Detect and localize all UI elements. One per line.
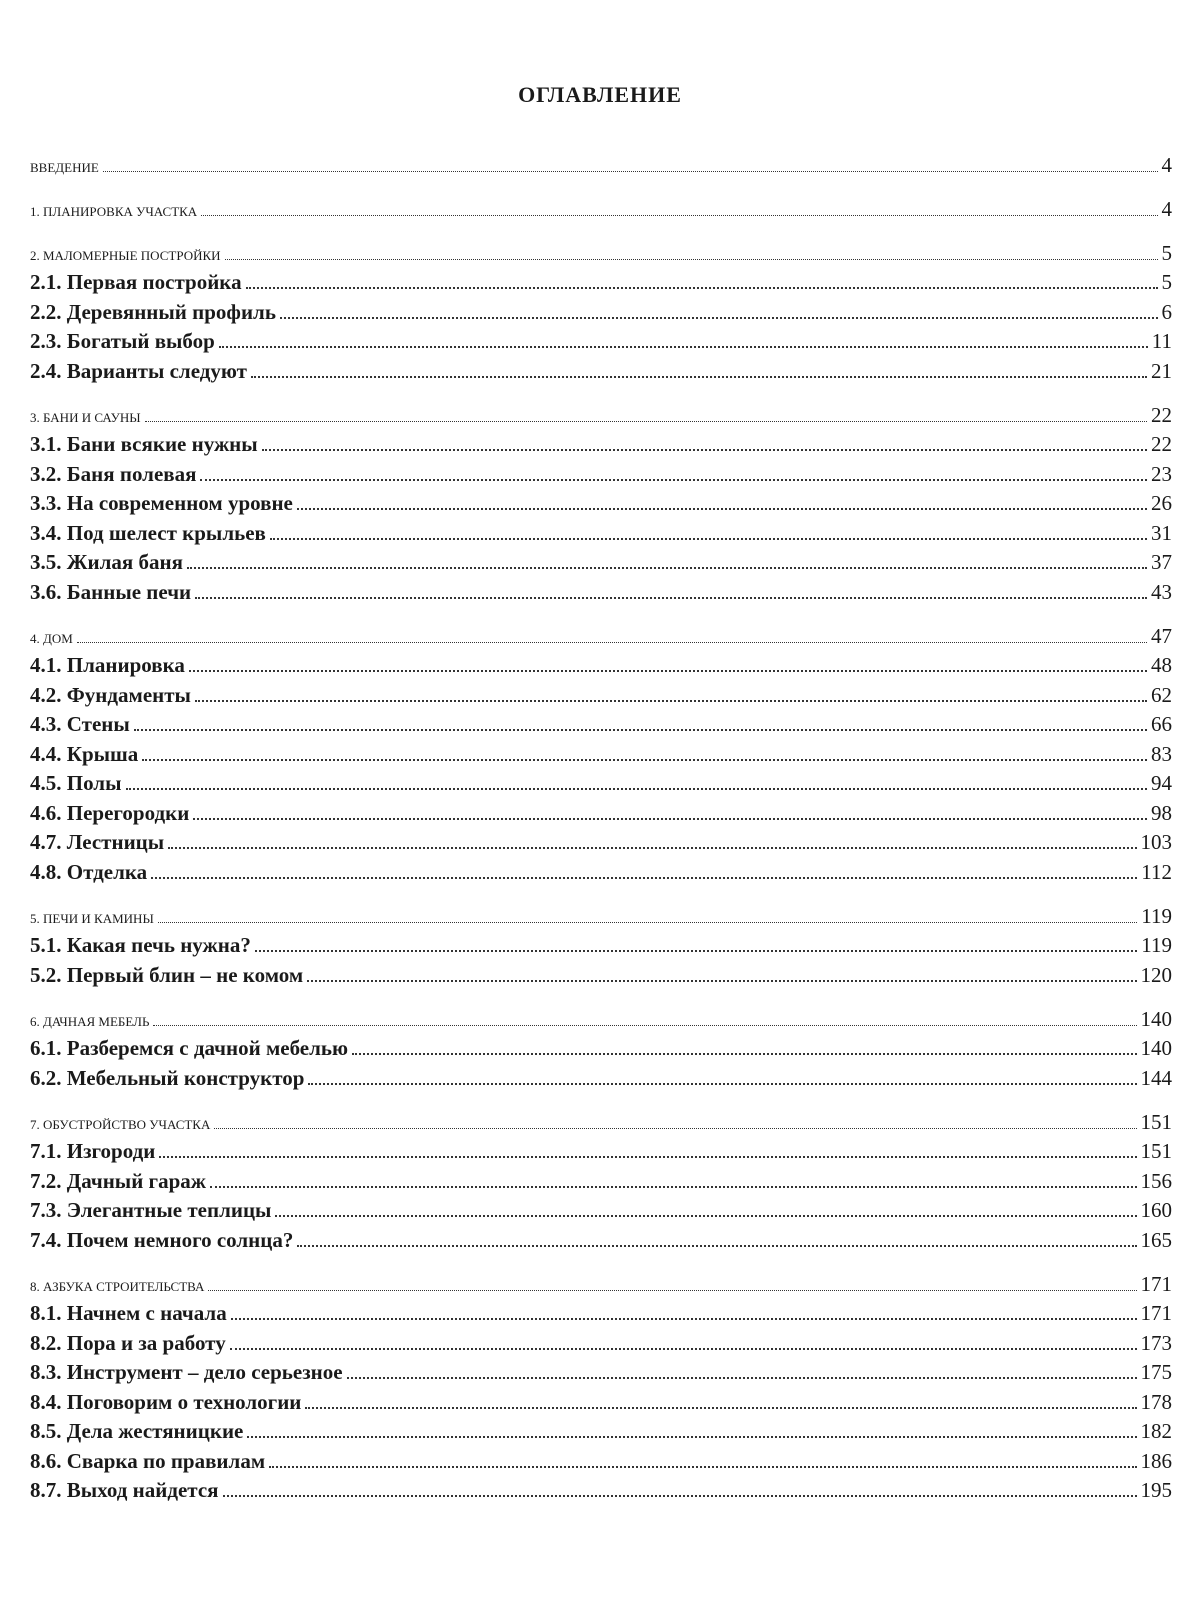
toc-entry-label: 4.8. Отделка bbox=[30, 859, 148, 884]
toc-page-number: 140 bbox=[1140, 1007, 1172, 1031]
toc-entry-label: 4.1. Планировка bbox=[30, 653, 185, 677]
dot-leader bbox=[251, 375, 1147, 378]
toc-subsection-entry bbox=[30, 1329, 1172, 1359]
toc-page-number: 21 bbox=[1151, 358, 1172, 383]
dot-leader bbox=[269, 1465, 1136, 1468]
toc-page-number: 43 bbox=[1151, 579, 1172, 604]
toc-page-number: 98 bbox=[1151, 800, 1172, 825]
toc-page-number: 165 bbox=[1140, 1227, 1172, 1252]
toc-subsection-entry bbox=[30, 1388, 1172, 1418]
toc-subsection-entry bbox=[30, 298, 1172, 328]
toc-entry-label: 2.4. Варианты следуют bbox=[30, 358, 247, 383]
toc-subsection-entry bbox=[30, 740, 1172, 770]
toc-entry-label: 8.3. Инструмент – дело серьезное bbox=[30, 1360, 343, 1384]
toc-page-number: 4 bbox=[1161, 153, 1172, 177]
dot-leader bbox=[145, 420, 1147, 422]
toc-page-number: 173 bbox=[1140, 1330, 1172, 1355]
toc-subsection-entry bbox=[30, 828, 1172, 858]
toc-entry-label: 5. ПЕЧИ И КАМИНЫ bbox=[30, 911, 154, 926]
toc-entry-label: 4. ДОМ bbox=[30, 631, 73, 646]
toc-subsection-entry bbox=[30, 1137, 1172, 1167]
toc-entry-label: 2. МАЛОМЕРНЫЕ ПОСТРОЙКИ bbox=[30, 248, 221, 263]
dot-leader bbox=[347, 1376, 1137, 1379]
toc-page-number: 31 bbox=[1151, 520, 1172, 545]
table-of-contents bbox=[30, 150, 1172, 1506]
toc-subsection-entry bbox=[30, 578, 1172, 608]
dot-leader bbox=[195, 596, 1147, 599]
toc-page-number: 186 bbox=[1140, 1448, 1172, 1473]
toc-subsection-entry bbox=[30, 769, 1172, 799]
toc-page-number: 4 bbox=[1161, 197, 1172, 221]
dot-leader bbox=[255, 949, 1137, 952]
toc-entry-label: 5.2. Первый блин – не комом bbox=[30, 962, 304, 987]
toc-section-entry bbox=[30, 901, 1172, 931]
toc-entry-label: 6.1. Разберемся с дачной мебелью bbox=[30, 1036, 349, 1060]
toc-entry-label: 4.2. Фундаменты bbox=[30, 682, 191, 707]
toc-page-number: 195 bbox=[1140, 1478, 1172, 1502]
toc-page-number: 22 bbox=[1151, 403, 1172, 427]
dot-leader bbox=[297, 507, 1147, 510]
toc-entry-label: 3.6. Банные печи bbox=[30, 579, 192, 604]
toc-page-number: 156 bbox=[1140, 1168, 1172, 1193]
toc-page-number: 48 bbox=[1151, 653, 1172, 677]
toc-entry-label: 3. БАНИ И САУНЫ bbox=[30, 410, 141, 425]
toc-section-entry bbox=[30, 1107, 1172, 1137]
toc-page-number: 83 bbox=[1151, 741, 1172, 766]
toc-page-number: 151 bbox=[1140, 1139, 1172, 1163]
toc-entry-label: 8. АЗБУКА СТРОИТЕЛЬСТВА bbox=[30, 1279, 205, 1294]
toc-subsection-entry bbox=[30, 710, 1172, 740]
toc-page-number: 144 bbox=[1140, 1065, 1172, 1090]
toc-page-number: 22 bbox=[1151, 432, 1172, 456]
toc-entry-label: 3.3. На современном уровне bbox=[30, 491, 293, 515]
toc-entry-label: 7. ОБУСТРОЙСТВО УЧАСТКА bbox=[30, 1117, 211, 1132]
toc-page-number: 47 bbox=[1151, 624, 1172, 648]
dot-leader bbox=[134, 728, 1147, 731]
toc-page-number: 23 bbox=[1151, 461, 1172, 486]
toc-subsection-entry bbox=[30, 1064, 1172, 1094]
dot-leader bbox=[262, 448, 1147, 451]
toc-subsection-entry bbox=[30, 327, 1172, 357]
toc-section-entry bbox=[30, 1269, 1172, 1299]
toc-subsection-entry bbox=[30, 651, 1172, 681]
dot-leader bbox=[305, 1406, 1136, 1409]
dot-leader bbox=[168, 846, 1136, 849]
dot-leader bbox=[223, 1494, 1137, 1497]
toc-page-number: 103 bbox=[1140, 830, 1172, 854]
dot-leader bbox=[159, 1155, 1136, 1158]
toc-page-number: 26 bbox=[1151, 491, 1172, 515]
dot-leader bbox=[214, 1127, 1136, 1129]
toc-section-entry bbox=[30, 400, 1172, 430]
toc-entry-label: ВВЕДЕНИЕ bbox=[30, 160, 99, 175]
dot-leader bbox=[308, 1082, 1136, 1085]
toc-subsection-entry bbox=[30, 681, 1172, 711]
dot-leader bbox=[195, 699, 1147, 702]
toc-subsection-entry bbox=[30, 961, 1172, 991]
toc-subsection-entry bbox=[30, 1226, 1172, 1256]
dot-leader bbox=[193, 817, 1147, 820]
toc-entry-label: 1. ПЛАНИРОВКА УЧАСТКА bbox=[30, 204, 198, 219]
toc-page-number: 37 bbox=[1151, 550, 1172, 574]
toc-page-number: 160 bbox=[1140, 1198, 1172, 1222]
toc-page-number: 119 bbox=[1141, 904, 1172, 928]
dot-leader bbox=[153, 1024, 1136, 1026]
dot-leader bbox=[246, 286, 1158, 289]
dot-leader bbox=[208, 1289, 1136, 1291]
toc-page-number: 11 bbox=[1151, 329, 1172, 353]
toc-page-number: 140 bbox=[1140, 1036, 1172, 1060]
toc-subsection-entry bbox=[30, 548, 1172, 578]
toc-entry-label: 8.6. Сварка по правилам bbox=[30, 1448, 266, 1473]
toc-subsection-entry bbox=[30, 1167, 1172, 1197]
toc-page-number: 66 bbox=[1151, 712, 1172, 736]
toc-entry-label: 4.6. Перегородки bbox=[30, 800, 190, 825]
toc-page-number: 62 bbox=[1151, 682, 1172, 707]
toc-page-number: 112 bbox=[1141, 859, 1172, 884]
dot-leader bbox=[270, 537, 1147, 540]
dot-leader bbox=[201, 214, 1157, 216]
toc-section-entry bbox=[30, 150, 1172, 180]
toc-subsection-entry bbox=[30, 858, 1172, 888]
toc-entry-label: 2.1. Первая постройка bbox=[30, 270, 242, 294]
toc-subsection-entry bbox=[30, 268, 1172, 298]
toc-subsection-entry bbox=[30, 1299, 1172, 1329]
dot-leader bbox=[103, 170, 1158, 172]
toc-section-entry bbox=[30, 238, 1172, 268]
toc-page-number: 182 bbox=[1140, 1419, 1172, 1443]
dot-leader bbox=[210, 1185, 1137, 1188]
toc-page-number: 171 bbox=[1140, 1301, 1172, 1325]
toc-entry-label: 3.5. Жилая баня bbox=[30, 550, 183, 574]
toc-subsection-entry bbox=[30, 430, 1172, 460]
dot-leader bbox=[187, 566, 1147, 569]
dot-leader bbox=[230, 1347, 1137, 1350]
dot-leader bbox=[200, 478, 1147, 481]
toc-entry-label: 2.3. Богатый выбор bbox=[30, 329, 215, 353]
toc-subsection-entry bbox=[30, 519, 1172, 549]
dot-leader bbox=[77, 641, 1147, 643]
toc-page-number: 171 bbox=[1140, 1272, 1172, 1296]
dot-leader bbox=[142, 758, 1147, 761]
dot-leader bbox=[219, 345, 1148, 348]
toc-entry-label: 3.4. Под шелест крыльев bbox=[30, 520, 266, 545]
dot-leader bbox=[275, 1214, 1136, 1217]
toc-subsection-entry bbox=[30, 1417, 1172, 1447]
dot-leader bbox=[307, 979, 1136, 982]
dot-leader bbox=[151, 876, 1137, 879]
dot-leader bbox=[189, 669, 1147, 672]
toc-subsection-entry bbox=[30, 1447, 1172, 1477]
toc-entry-label: 7.2. Дачный гараж bbox=[30, 1168, 206, 1193]
toc-subsection-entry bbox=[30, 1196, 1172, 1226]
toc-entry-label: 4.5. Полы bbox=[30, 771, 122, 795]
page-title: ОГЛАВЛЕНИЕ bbox=[518, 82, 682, 107]
toc-entry-label: 8.7. Выход найдется bbox=[30, 1478, 219, 1502]
toc-subsection-entry bbox=[30, 931, 1172, 961]
toc-entry-label: 4.4. Крыша bbox=[30, 741, 139, 766]
toc-entry-label: 7.3. Элегантные теплицы bbox=[30, 1198, 272, 1222]
toc-entry-label: 4.7. Лестницы bbox=[30, 830, 165, 854]
toc-entry-label: 6.2. Мебельный конструктор bbox=[30, 1065, 305, 1090]
toc-subsection-entry bbox=[30, 799, 1172, 829]
toc-page-number: 5 bbox=[1161, 270, 1172, 294]
dot-leader bbox=[231, 1317, 1137, 1320]
toc-entry-label: 4.3. Стены bbox=[30, 712, 130, 736]
toc-subsection-entry bbox=[30, 1034, 1172, 1064]
toc-entry-label: 3.1. Бани всякие нужны bbox=[30, 432, 258, 456]
toc-entry-label: 5.1. Какая печь нужна? bbox=[30, 933, 251, 957]
toc-entry-label: 2.2. Деревянный профиль bbox=[30, 299, 276, 324]
dot-leader bbox=[158, 921, 1137, 923]
dot-leader bbox=[247, 1435, 1136, 1438]
toc-entry-label: 8.5. Дела жестяницкие bbox=[30, 1419, 244, 1443]
toc-entry-label: 8.2. Пора и за работу bbox=[30, 1330, 226, 1355]
toc-section-entry bbox=[30, 1004, 1172, 1034]
dot-leader bbox=[280, 316, 1158, 319]
toc-subsection-entry bbox=[30, 1476, 1172, 1506]
dot-leader bbox=[126, 787, 1148, 790]
dot-leader bbox=[297, 1244, 1136, 1247]
toc-subsection-entry bbox=[30, 1358, 1172, 1388]
toc-page-number: 175 bbox=[1140, 1360, 1172, 1384]
toc-section-entry bbox=[30, 194, 1172, 224]
toc-page-number: 6 bbox=[1161, 299, 1172, 324]
toc-entry-label: 7.1. Изгороди bbox=[30, 1139, 156, 1163]
toc-page-number: 119 bbox=[1141, 933, 1172, 957]
dot-leader bbox=[352, 1052, 1136, 1055]
toc-entry-label: 8.4. Поговорим о технологии bbox=[30, 1389, 302, 1414]
toc-entry-label: 7.4. Почем немного солнца? bbox=[30, 1227, 294, 1252]
toc-entry-label: 6. ДАЧНАЯ МЕБЕЛЬ bbox=[30, 1014, 150, 1029]
dot-leader bbox=[225, 258, 1158, 260]
toc-entry-label: 8.1. Начнем с начала bbox=[30, 1301, 227, 1325]
toc-subsection-entry bbox=[30, 460, 1172, 490]
toc-page-number: 94 bbox=[1151, 771, 1172, 795]
toc-page-number: 120 bbox=[1140, 962, 1172, 987]
toc-page-number: 178 bbox=[1140, 1389, 1172, 1414]
toc-subsection-entry bbox=[30, 357, 1172, 387]
toc-page-number: 151 bbox=[1140, 1110, 1172, 1134]
toc-subsection-entry bbox=[30, 489, 1172, 519]
toc-section-entry bbox=[30, 621, 1172, 651]
toc-entry-label: 3.2. Баня полевая bbox=[30, 461, 197, 486]
toc-page-number: 5 bbox=[1161, 241, 1172, 265]
